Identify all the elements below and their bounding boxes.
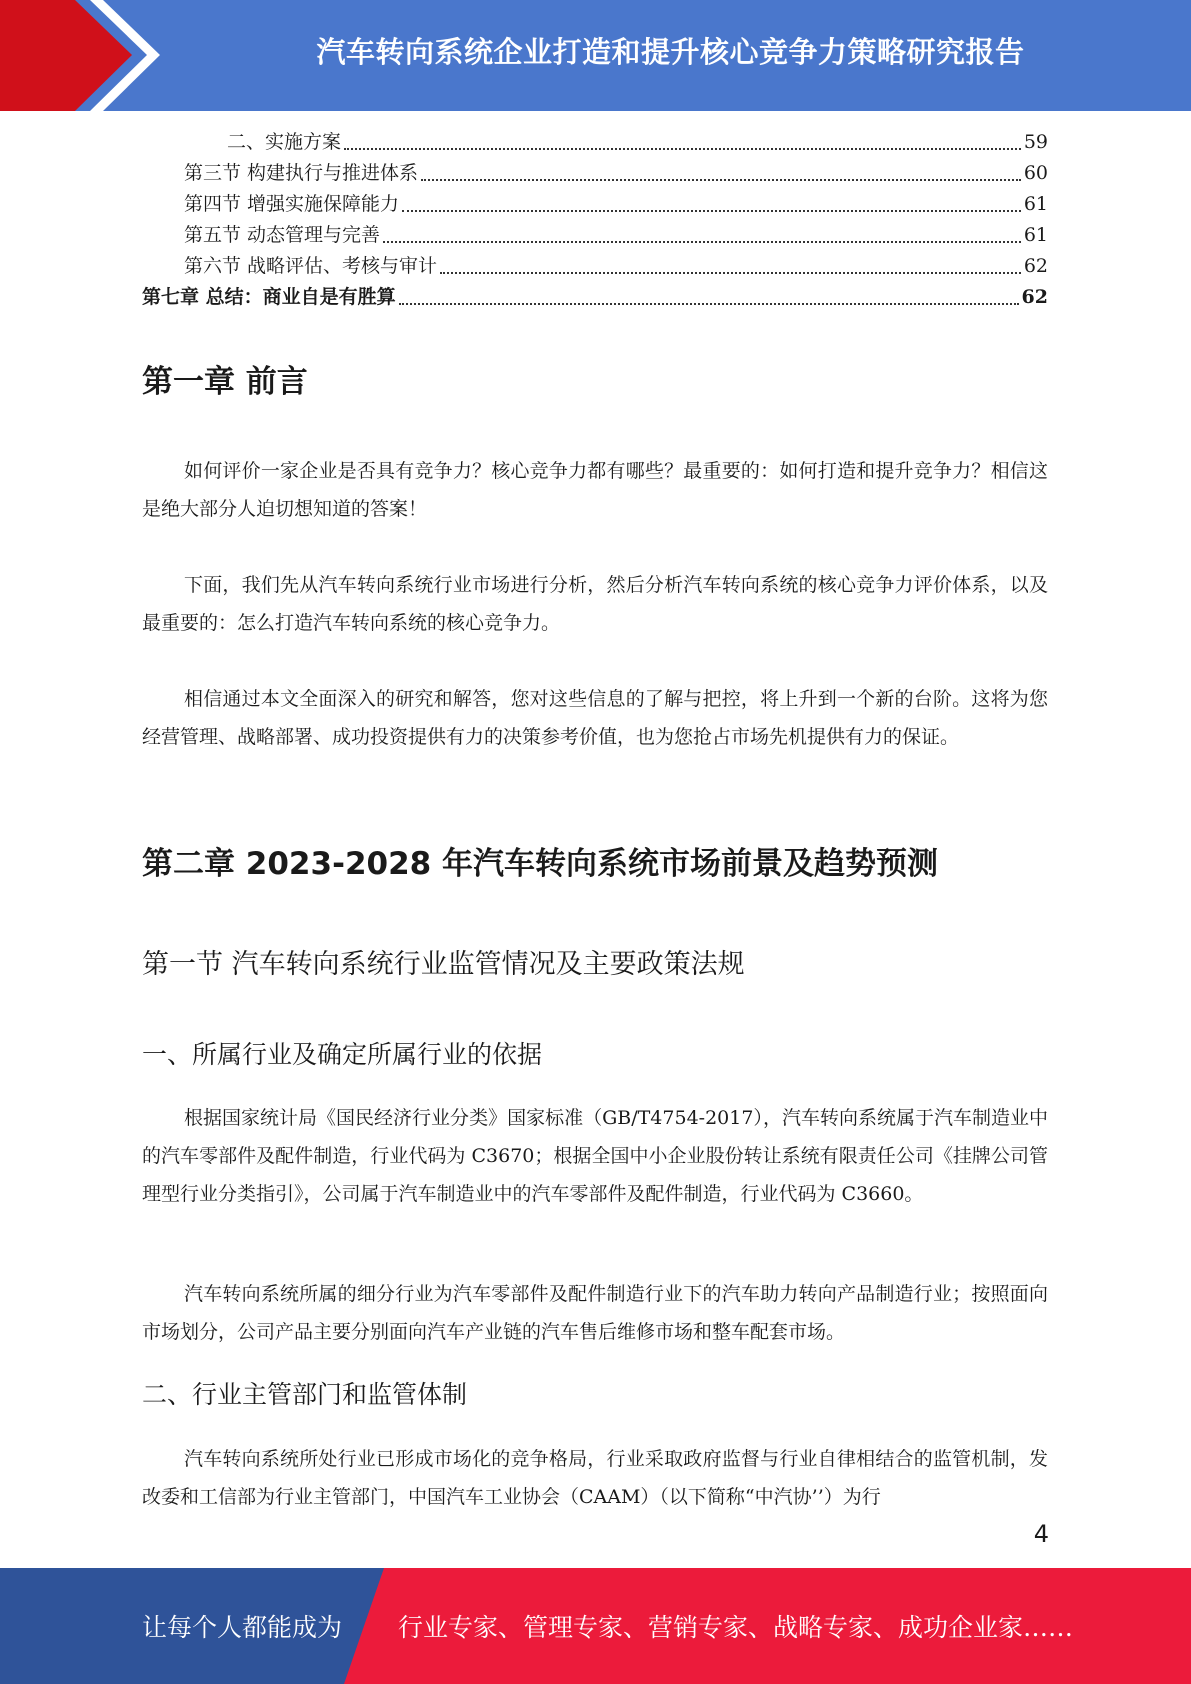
subsection-2-title: 二、行业主管部门和监管体制 [142, 1380, 468, 1409]
toc-item[interactable] [142, 251, 1048, 282]
toc-item-label: 二、实施方案 [227, 131, 342, 153]
toc-item-page: 60 [1023, 162, 1048, 184]
report-title: 汽车转向系统企业打造和提升核心竞争力策略研究报告 [316, 34, 1025, 69]
footer-slogan-right: 行业专家、管理专家、营销专家、战略专家、成功企业家…… [398, 1613, 1074, 1642]
chapter-1-paragraph: 相信通过本文全面深入的研究和解答，您对这些信息的了解与把控，将上升到一个新的台阶。这将为您经营管理、战略部署、成功投资提供有力的决策参考价值，也为您抢占市场先机提供有力的保证。 [142, 688, 1048, 748]
toc-item-page: 62 [1023, 255, 1048, 277]
footer-slogan-left: 让每个人都能成为 [142, 1613, 343, 1642]
toc-item[interactable] [142, 127, 1048, 158]
chapter-2-title: 第二章 2023-2028 年汽车转向系统市场前景及趋势预测 [142, 846, 939, 882]
toc-item-page: 62 [1021, 286, 1048, 308]
header-red-arrow-shape [0, 0, 150, 111]
toc-item-page: 59 [1023, 131, 1048, 153]
chapter-1-paragraph: 如何评价一家企业是否具有竞争力？核心竞争力都有哪些？最重要的：如何打造和提升竞争力？相信这是绝大部分人迫切想知道的答案！ [142, 460, 1048, 520]
toc-item-label: 第六节 战略评估、考核与审计 [184, 255, 438, 277]
toc-item-page: 61 [1023, 193, 1048, 215]
toc-dot-leader [383, 240, 1021, 243]
toc-item-label: 第五节 动态管理与完善 [184, 224, 381, 246]
table-of-contents [142, 127, 1048, 313]
toc-dot-leader [402, 209, 1021, 212]
footer-banner [0, 1568, 1191, 1684]
toc-dot-leader [399, 302, 1019, 305]
toc-item-label: 第七章 总结：商业自是有胜算 [142, 286, 396, 308]
toc-dot-leader [344, 147, 1021, 150]
section-paragraph: 汽车转向系统所处行业已形成市场化的竞争格局，行业采取政府监督与行业自律相结合的监管机制，发改委和工信部为行业主管部门，中国汽车工业协会（CAAM）（以下简称“中汽协’’）为行 [142, 1448, 1048, 1508]
toc-item[interactable] [142, 220, 1048, 251]
toc-dot-leader [440, 271, 1021, 274]
toc-item-page: 61 [1023, 224, 1048, 246]
chapter-1-title: 第一章 前言 [142, 364, 308, 400]
toc-item-label: 第四节 增强实施保障能力 [184, 193, 400, 215]
toc-item[interactable] [142, 189, 1048, 220]
toc-item[interactable] [142, 282, 1048, 313]
toc-item[interactable] [142, 158, 1048, 189]
subsection-1-title: 一、所属行业及确定所属行业的依据 [142, 1040, 543, 1069]
chapter-1-paragraph: 下面，我们先从汽车转向系统行业市场进行分析，然后分析汽车转向系统的核心竞争力评价体系，以及最重要的：怎么打造汽车转向系统的核心竞争力。 [142, 574, 1048, 634]
header-banner [0, 0, 1191, 111]
toc-dot-leader [421, 178, 1021, 181]
toc-item-label: 第三节 构建执行与推进体系 [184, 162, 419, 184]
section-paragraph: 根据国家统计局《国民经济行业分类》国家标准（GB/T4754-2017），汽车转向系统属于汽车制造业中的汽车零部件及配件制造，行业代码为 C3670；根据全国中小企业股份转让系统有限责任公司《挂牌公司管理型行业分类指引》，公司属于汽车制造业中的汽车零部件及配件制造，行业代码为 C3660。 [142, 1107, 1048, 1205]
section-1-title: 第一节 汽车转向系统行业监管情况及主要政策法规 [142, 949, 745, 980]
page-number: 4 [1033, 1520, 1049, 1548]
section-paragraph: 汽车转向系统所属的细分行业为汽车零部件及配件制造行业下的汽车助力转向产品制造行业；按照面向市场划分，公司产品主要分别面向汽车产业链的汽车售后维修市场和整车配套市场。 [142, 1283, 1048, 1343]
